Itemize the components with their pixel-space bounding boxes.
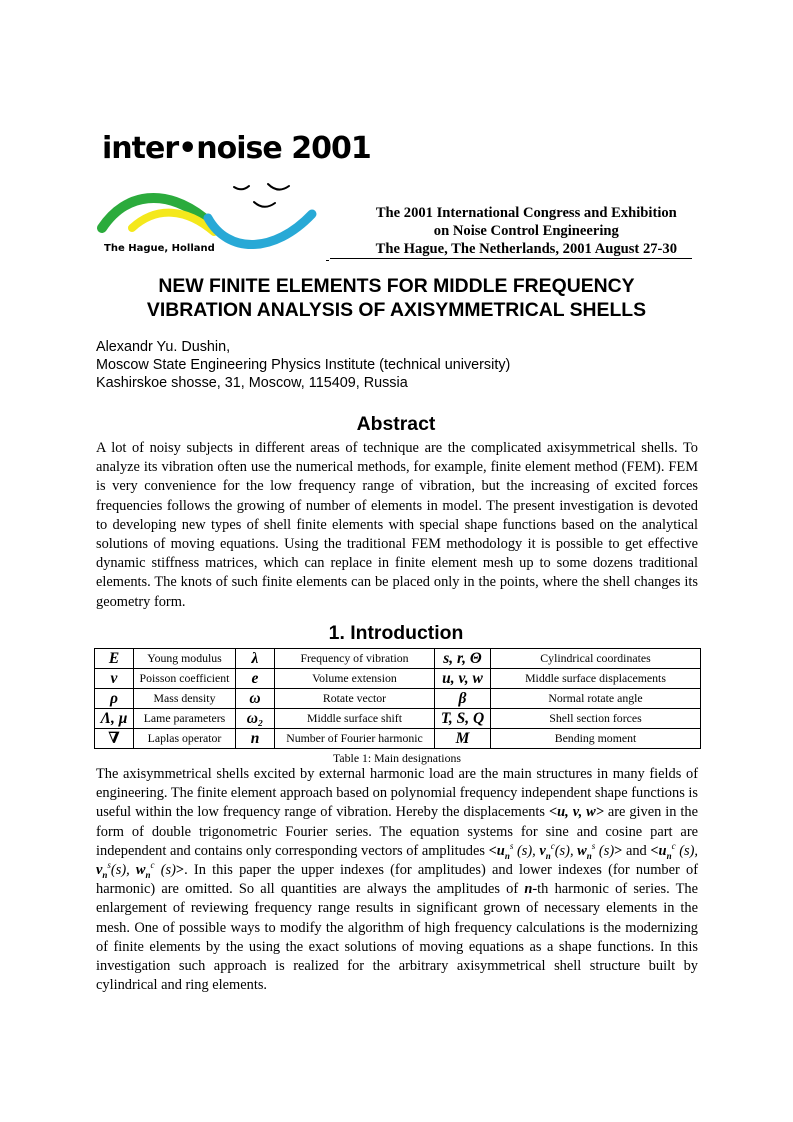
vector-bracket-close: >: [614, 842, 623, 859]
vector-v-argument: (s),: [110, 862, 136, 879]
vector-w-argument: (s): [154, 862, 176, 879]
designation-description: Frequency of vibration: [275, 649, 435, 669]
designation-description: Normal rotate angle: [491, 689, 701, 709]
designation-description: Laplas operator: [134, 729, 236, 749]
designation-symbol: λ: [236, 649, 275, 669]
designation-symbol: ∇: [95, 729, 134, 749]
designation-description: Bending moment: [491, 729, 701, 749]
vector-bracket-open: <: [488, 842, 497, 859]
introduction-heading: 1. Introduction: [328, 622, 464, 644]
paper-title-line-2: VIBRATION ANALYSIS OF AXISYMMETRICAL SHELLS: [146, 299, 647, 321]
abstract-text: A lot of noisy subjects in different areas of technique are the complicated axisymmetrical shells. To analyze its vibration often use the numerical methods, for example, finite element method (FEM). FEM is very convenience for the low frequency range of vibration, but the increasing of excited forces frequencies follows the growing of number of elements in model. The present investigation is devoted to developing new types of shell finite elements with special shape functions based on the analytical solutions of moving equations. Using the traditional FEM methodology it is possible to get effective dynamic stiffness matrices, which can replace in finite element mesh up to some dozens traditional elements. The knots of such finite elements can be placed only in the points, where the shell changes its geometry form.: [96, 440, 698, 610]
designation-description: Middle surface shift: [275, 709, 435, 729]
intro-text-part-3: . In this paper the upper indexes (for amplitudes) and lower indexes (for number of harmonic) are omitted. So all quantities are always the amplitudes of: [96, 862, 698, 898]
designation-symbol: ω: [236, 689, 275, 709]
vector-w-subscript: n: [145, 869, 151, 880]
header-rule: [330, 258, 692, 259]
congress-header: [376, 204, 677, 258]
designation-description: Shell section forces: [491, 709, 701, 729]
author-block: [96, 338, 510, 392]
designation-description: Number of Fourier harmonic: [275, 729, 435, 749]
header-rule-tick: [326, 260, 329, 261]
vector-u: u: [496, 842, 505, 859]
designation-description: Volume extension: [275, 669, 435, 689]
author-name: Alexandr Yu. Dushin,: [96, 339, 231, 355]
designation-description: Young modulus: [134, 649, 236, 669]
paper-title: [60, 274, 733, 322]
logo-smile-mark-center: [254, 202, 275, 207]
harmonic-number-symbol: n: [524, 881, 533, 898]
designation-description: Rotate vector: [275, 689, 435, 709]
vector-w: w: [135, 862, 146, 879]
congress-line-2: on Noise Control Engineering: [433, 223, 619, 239]
designation-symbol: T, S, Q: [435, 709, 491, 729]
vector-v: v: [96, 862, 103, 879]
designations-table: [94, 648, 701, 749]
designation-symbol: s, r, Θ: [435, 649, 491, 669]
intro-text-part-2: are given in the form of double trigonometric Fourier series. The equation systems for sine and cosine part are independent and contains only corresponding vectors of amplitudes: [96, 804, 698, 859]
designation-row: [95, 729, 701, 749]
logo-city-caption: The Hague, Holland: [104, 243, 215, 254]
designation-symbol: ω₂: [236, 709, 275, 729]
designation-symbol: E: [95, 649, 134, 669]
author-institute: Moscow State Engineering Physics Institute (technical university): [96, 357, 511, 373]
designation-row: [95, 649, 701, 669]
designation-description: Poisson coefficient: [134, 669, 236, 689]
vector-u-subscript: n: [504, 850, 510, 861]
author-address: Kashirskoe shosse, 31, Moscow, 115409, Russia: [96, 375, 408, 391]
vector-bracket-close: >: [175, 862, 185, 879]
intro-text-and: and: [622, 842, 651, 859]
designation-symbol: u, v, w: [435, 669, 491, 689]
vector-w-subscript: n: [586, 850, 592, 861]
vector-u: u: [658, 842, 667, 859]
conference-logo-waves: [96, 180, 336, 252]
intro-text-part-1: The axisymmetrical shells excited by external harmonic load are the main structures in many fields of engineering. The finite element approach based on polynomial frequency independent shape functions is useful within the low frequency range of vibration. Hereby the displacements: [96, 766, 698, 821]
vector-w-argument: (s): [595, 842, 615, 859]
vector-w: w: [577, 842, 587, 859]
vector-v-subscript: n: [102, 869, 108, 880]
intro-text-part-4: -th harmonic of series. The enlargement of reviewing frequency range results in significant grown of necessary elements in the mesh. One of possible ways to modify the algorithm of high frequency calculations is the modernizing of finite elements by the using the exact solutions of moving equations as a shape functions. In this investigation such approach is realized for the arbitrary axisymmetrical shell structure built by cylindrical and ring elements.: [96, 881, 699, 994]
vector-v-subscript: n: [545, 850, 551, 861]
vector-u-argument: (s),: [675, 842, 698, 859]
designation-symbol: M: [435, 729, 491, 749]
designation-symbol: β: [435, 689, 491, 709]
designation-symbol: Λ, μ: [95, 709, 134, 729]
table-caption: Table 1: Main designations: [333, 751, 461, 765]
vector-u-superscript: s: [509, 841, 514, 852]
conference-logo-title: inter•noise 2001: [102, 131, 371, 166]
congress-line-1: The 2001 International Congress and Exhibition: [375, 205, 677, 221]
designation-row: [95, 669, 701, 689]
sine-amplitude-vector: [489, 843, 623, 859]
vector-v-superscript: s: [107, 860, 111, 871]
designation-symbol: e: [236, 669, 275, 689]
designation-description: Lame parameters: [134, 709, 236, 729]
designation-row: [95, 689, 701, 709]
vector-u-argument: (s),: [513, 842, 540, 859]
logo-blue-wave: [208, 214, 312, 245]
abstract-heading: Abstract: [356, 413, 436, 435]
designation-symbol: ν: [95, 669, 134, 689]
congress-line-3: The Hague, The Netherlands, 2001 August 27-30: [375, 241, 677, 257]
designation-description: Mass density: [134, 689, 236, 709]
vector-v-argument: (s),: [554, 842, 578, 859]
vector-v-superscript: c: [550, 841, 555, 852]
displacement-vector: <u, v, w>: [548, 804, 604, 821]
designation-symbol: n: [236, 729, 275, 749]
vector-bracket-open: <: [650, 842, 659, 859]
vector-v: v: [539, 842, 546, 859]
designation-row: [95, 709, 701, 729]
vector-w-superscript: c: [150, 860, 155, 871]
designation-description: Cylindrical coordinates: [491, 649, 701, 669]
designation-symbol: ρ: [95, 689, 134, 709]
paper-title-line-1: NEW FINITE ELEMENTS FOR MIDDLE FREQUENCY: [158, 275, 635, 297]
logo-smile-mark-right: [268, 184, 289, 190]
designations-table-body: [95, 649, 701, 749]
designation-description: Middle surface displacements: [491, 669, 701, 689]
vector-u-subscript: n: [666, 850, 672, 861]
vector-u-superscript: c: [671, 841, 676, 852]
vector-w-superscript: s: [591, 841, 596, 852]
introduction-paragraph: [96, 765, 698, 995]
logo-smile-mark-left: [234, 186, 249, 189]
